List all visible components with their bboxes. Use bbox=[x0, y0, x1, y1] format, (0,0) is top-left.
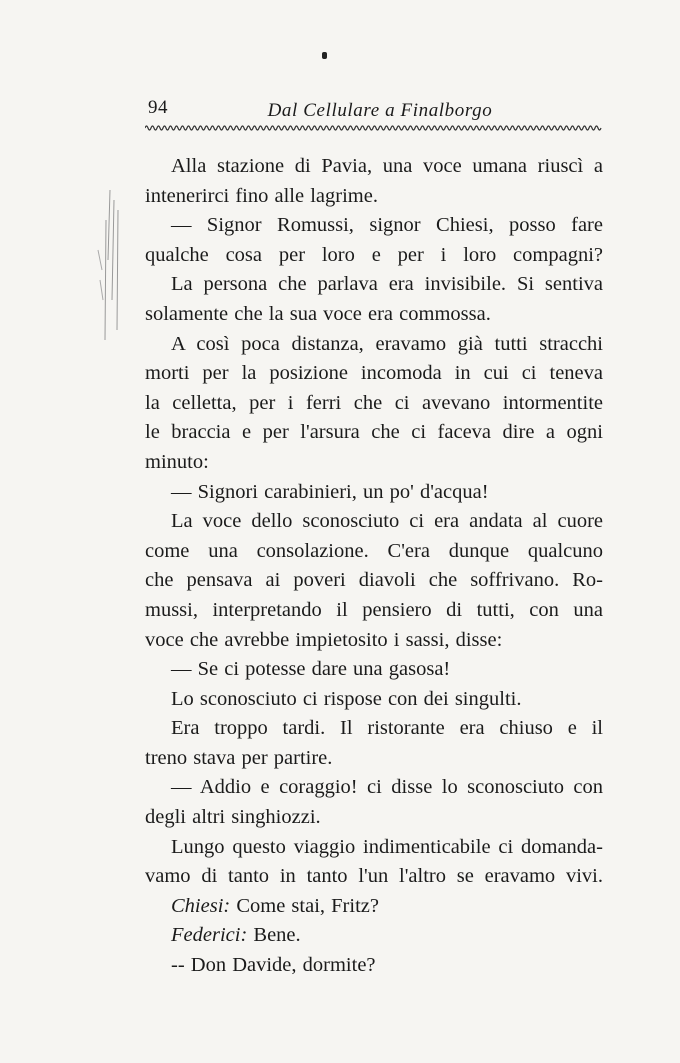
text-line: morti per la posizione incomoda in cui ci teneva bbox=[145, 362, 603, 385]
text-line: — Addio e coraggio! ci disse lo sconosciuto con bbox=[171, 776, 603, 799]
dialogue-text: Bene. bbox=[253, 924, 301, 947]
text-line: — Se ci potesse dare una gasosa! bbox=[171, 658, 451, 681]
wavy-rule-ornament bbox=[145, 123, 603, 133]
dialogue-line bbox=[145, 892, 603, 922]
text-line: intenerirci fino alle lagrime. bbox=[145, 184, 378, 207]
body-text bbox=[145, 152, 603, 981]
text-line: che pensava ai poveri diavoli che soffrivano. Ro- bbox=[145, 569, 603, 592]
dialogue-line bbox=[145, 951, 603, 981]
text-line: Lo sconosciuto ci rispose con dei singulti. bbox=[171, 687, 522, 710]
text-line: La voce dello sconosciuto ci era andata al cuore bbox=[171, 510, 603, 533]
dialogue-text: -- Don Davide, dormite? bbox=[171, 954, 376, 977]
speaker-name: Federici: bbox=[171, 924, 248, 947]
text-line: minuto: bbox=[145, 450, 209, 473]
text-line: — Signor Romussi, signor Chiesi, posso fare bbox=[171, 214, 603, 237]
text-line: Alla stazione di Pavia, una voce umana riuscì a bbox=[171, 155, 603, 177]
text-line: La persona che parlava era invisibile. Si sentiva bbox=[171, 273, 603, 296]
text-line: qualche cosa per loro e per i loro compagni? bbox=[145, 243, 603, 266]
margin-pencil-marks bbox=[88, 180, 128, 350]
text-line: vamo di tanto in tanto l'un l'altro se eravamo vivi. bbox=[145, 865, 603, 888]
page-number: 94 bbox=[148, 97, 168, 118]
dialogue-text: Come stai, Fritz? bbox=[236, 894, 379, 917]
text-line: mussi, interpretando il pensiero di tutti, con una bbox=[145, 598, 603, 621]
dialogue-line bbox=[145, 921, 603, 951]
text-line: la celletta, per i ferri che ci avevano intormentite bbox=[145, 391, 603, 414]
text-line: degli altri singhiozzi. bbox=[145, 806, 321, 829]
text-line: le braccia e per l'arsura che ci faceva dire a ogni bbox=[145, 421, 603, 444]
running-title: Dal Cellulare a Finalborgo bbox=[267, 100, 493, 121]
text-line: voce che avrebbe impietosito i sassi, disse: bbox=[145, 628, 503, 651]
text-line: solamente che la sua voce era commossa. bbox=[145, 302, 491, 325]
text-line: A così poca distanza, eravamo già tutti stracchi bbox=[171, 332, 603, 355]
ink-mark bbox=[322, 52, 327, 59]
text-line: Era troppo tardi. Il ristorante era chiuso e il bbox=[171, 717, 603, 740]
text-line: treno stava per partire. bbox=[145, 746, 333, 769]
text-line: come una consolazione. C'era dunque qualcuno bbox=[145, 539, 603, 562]
speaker-name: Chiesi: bbox=[171, 894, 231, 917]
text-line: — Signori carabinieri, un po' d'acqua! bbox=[171, 480, 489, 503]
text-line: Lungo questo viaggio indimenticabile ci domanda- bbox=[171, 835, 603, 858]
